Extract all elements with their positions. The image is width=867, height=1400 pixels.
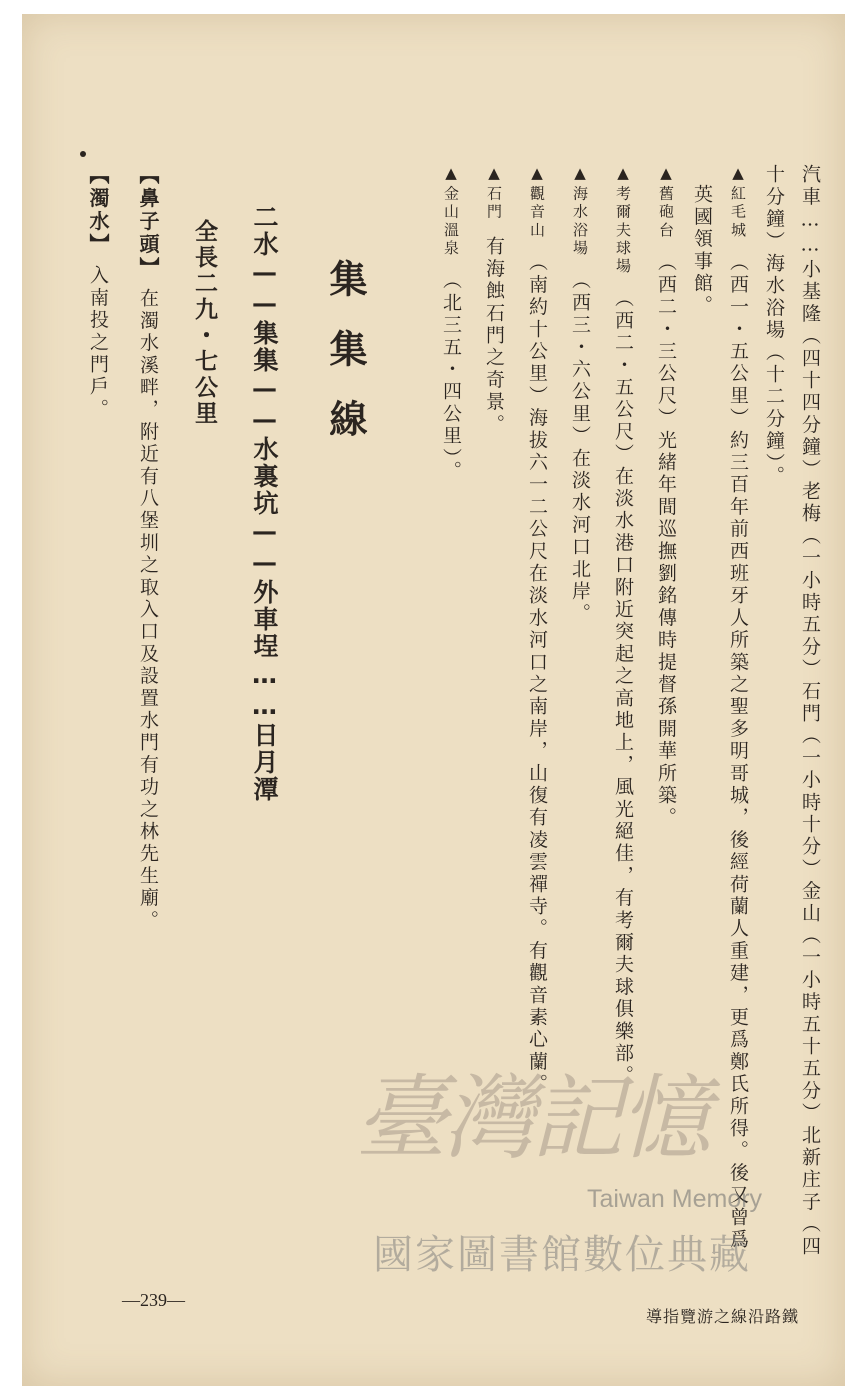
text-column-2: 十分鐘）海水浴場（十二分鐘）。: [763, 164, 785, 488]
watermark-english: Taiwan Memory: [587, 1185, 763, 1213]
entry-golf-course: [613, 164, 632, 1087]
entry-jinshan-hotspring: [441, 164, 460, 483]
entry-text: （北三五・四公里）。: [440, 270, 462, 483]
entry-guanyinshan: [527, 164, 546, 1095]
total-length: 全長二九・七公里: [191, 219, 217, 427]
route-line: 二水——集集——水裏坑——外車埕……日月潭: [250, 204, 279, 803]
page-mark: [80, 151, 86, 157]
entry-text: （西二・五公尺）在淡水港口附近突起之高地上，風光絕佳，有考爾夫球俱樂部。: [612, 288, 634, 1088]
entry-beach: [570, 164, 589, 625]
entry-title: ▲紅毛城: [729, 164, 747, 240]
entry-shimen: [484, 164, 503, 435]
entry-bizitou: [138, 164, 158, 932]
entry-text: 有海蝕石門之奇景。: [483, 235, 505, 436]
watermark-calligraphy: 臺灣記憶: [355, 1065, 708, 1172]
entry-text: （西二・三公尺）光緒年間巡撫劉銘傳時提督孫開華所築。: [655, 251, 677, 830]
entry-title: 【鼻子頭】: [136, 164, 160, 280]
book-page: [22, 14, 845, 1386]
entry-title: ▲考爾夫球場: [614, 164, 632, 277]
section-title: 集集線: [323, 259, 367, 469]
entry-hongmaocheng: [728, 164, 747, 1251]
entry-title: ▲觀音山: [528, 164, 546, 240]
entry-title: 【濁水】: [86, 164, 110, 257]
entry-old-fort: [656, 164, 675, 829]
entry-text: （南約十公里）海拔六一二公尺在淡水河口之南岸，山復有凌雲禪寺。有觀音素心蘭。: [526, 251, 548, 1096]
entry-zhuoshui: [88, 164, 108, 420]
entry-title: ▲石門: [485, 164, 503, 222]
entry-text: 入南投之門戶。: [87, 264, 109, 421]
watermark-institution: 國家圖書館數位典藏: [373, 1232, 751, 1278]
entry-text: 在濁水溪畔，附近有八堡圳之取入口及設置水門有功之林先生廟。: [137, 288, 159, 932]
entry-title: ▲舊砲台: [657, 164, 675, 240]
entry-title: ▲海水浴場: [571, 164, 589, 258]
entry-text: （西一・五公里）約三百年前西班牙人所築之聖多明哥城，後經荷蘭人重建，更爲鄭氏所得。後又曾爲: [727, 251, 749, 1251]
running-footer: 導指覽游之線沿路鐵: [645, 1307, 799, 1326]
entry-title: ▲金山溫泉: [442, 164, 460, 258]
text-column-4: 英國領事館。: [691, 184, 713, 318]
page-number: —239—: [122, 1290, 185, 1310]
entry-text: （西三・六公里）在淡水河口北岸。: [569, 270, 591, 626]
text-column-1: 汽車……小基隆（四十四分鐘）老梅（一小時五分）石門（一小時十分）金山（一小時五十五分）北新庄子（四: [799, 164, 821, 1258]
